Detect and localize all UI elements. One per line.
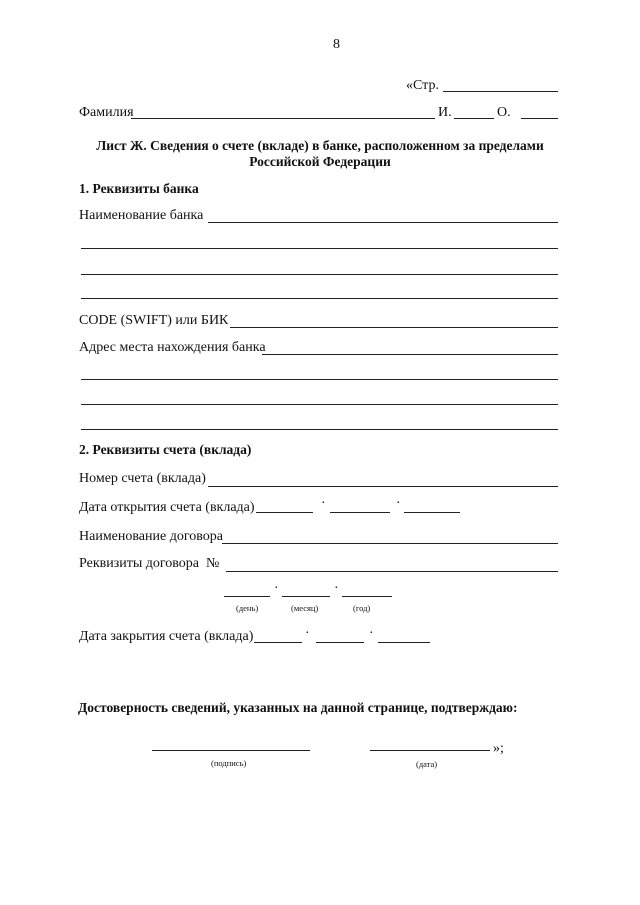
initial-i-label: И.: [438, 105, 452, 120]
closing-quote: »;: [493, 741, 504, 756]
account-number-line[interactable]: [208, 486, 558, 487]
bank-name-label: Наименование банка: [79, 208, 204, 223]
close-date-day-line[interactable]: [254, 642, 302, 643]
open-date-day-line[interactable]: [256, 512, 313, 513]
day-caption: (день): [236, 603, 259, 613]
close-date-label: Дата закрытия счета (вклада): [79, 629, 254, 644]
initial-o-line[interactable]: [521, 118, 558, 119]
contract-month-line[interactable]: [282, 596, 330, 597]
close-date-month-line[interactable]: [316, 642, 364, 643]
bank-name-line-3[interactable]: [81, 274, 558, 275]
section1-heading: 1. Реквизиты банка: [79, 181, 199, 196]
year-caption: (год): [353, 603, 371, 613]
confirmation-date-line[interactable]: [370, 750, 490, 751]
initial-o-label: О.: [497, 105, 511, 120]
open-date-label: Дата открытия счета (вклада): [79, 500, 255, 515]
number-sign: №: [206, 556, 220, 571]
contract-date-dot-1: ·: [274, 581, 279, 596]
swift-label: CODE (SWIFT) или БИК: [79, 313, 229, 328]
bank-address-line-2[interactable]: [81, 379, 558, 380]
surname-label: Фамилия: [79, 105, 134, 120]
initial-i-line[interactable]: [454, 118, 494, 119]
account-number-label: Номер счета (вклада): [79, 471, 206, 486]
page-field-label: «Стр.: [406, 78, 439, 93]
bank-address-label: Адрес места нахождения банка: [79, 340, 266, 355]
contract-name-line[interactable]: [222, 543, 558, 544]
confirmation-text: Достоверность сведений, указанных на данной странице, подтверждаю:: [78, 700, 518, 715]
close-date-year-line[interactable]: [378, 642, 430, 643]
bank-name-line-2[interactable]: [81, 248, 558, 249]
signature-caption: (подпись): [211, 758, 247, 768]
close-date-dot-2: ·: [369, 626, 374, 641]
signature-line[interactable]: [152, 750, 310, 751]
bank-name-line[interactable]: [208, 222, 558, 223]
contract-name-label: Наименование договора: [79, 529, 223, 544]
swift-line[interactable]: [230, 327, 558, 328]
section2-heading: 2. Реквизиты счета (вклада): [79, 442, 252, 457]
close-date-dot-1: ·: [305, 626, 310, 641]
contract-year-line[interactable]: [342, 596, 392, 597]
sheet-title-line2: Российской Федерации: [249, 154, 391, 169]
bank-address-line-3[interactable]: [81, 404, 558, 405]
bank-address-line-4[interactable]: [81, 429, 558, 430]
open-date-year-line[interactable]: [404, 512, 460, 513]
bank-name-line-4[interactable]: [81, 298, 558, 299]
page-number: 8: [333, 37, 340, 52]
surname-line[interactable]: [131, 118, 435, 119]
month-caption: (месяц): [291, 603, 319, 613]
open-date-dot-1: ·: [321, 496, 326, 511]
contract-number-line[interactable]: [226, 571, 558, 572]
contract-day-line[interactable]: [224, 596, 270, 597]
contract-date-dot-2: ·: [334, 581, 339, 596]
open-date-month-line[interactable]: [330, 512, 390, 513]
page-field-line[interactable]: [443, 91, 558, 92]
sheet-title-line1: Лист Ж. Сведения о счете (вкладе) в банке, расположенном за пределами: [96, 138, 544, 153]
open-date-dot-2: ·: [396, 496, 401, 511]
bank-address-line[interactable]: [262, 354, 558, 355]
date-caption: (дата): [416, 759, 438, 769]
contract-details-label: Реквизиты договора: [79, 556, 200, 571]
